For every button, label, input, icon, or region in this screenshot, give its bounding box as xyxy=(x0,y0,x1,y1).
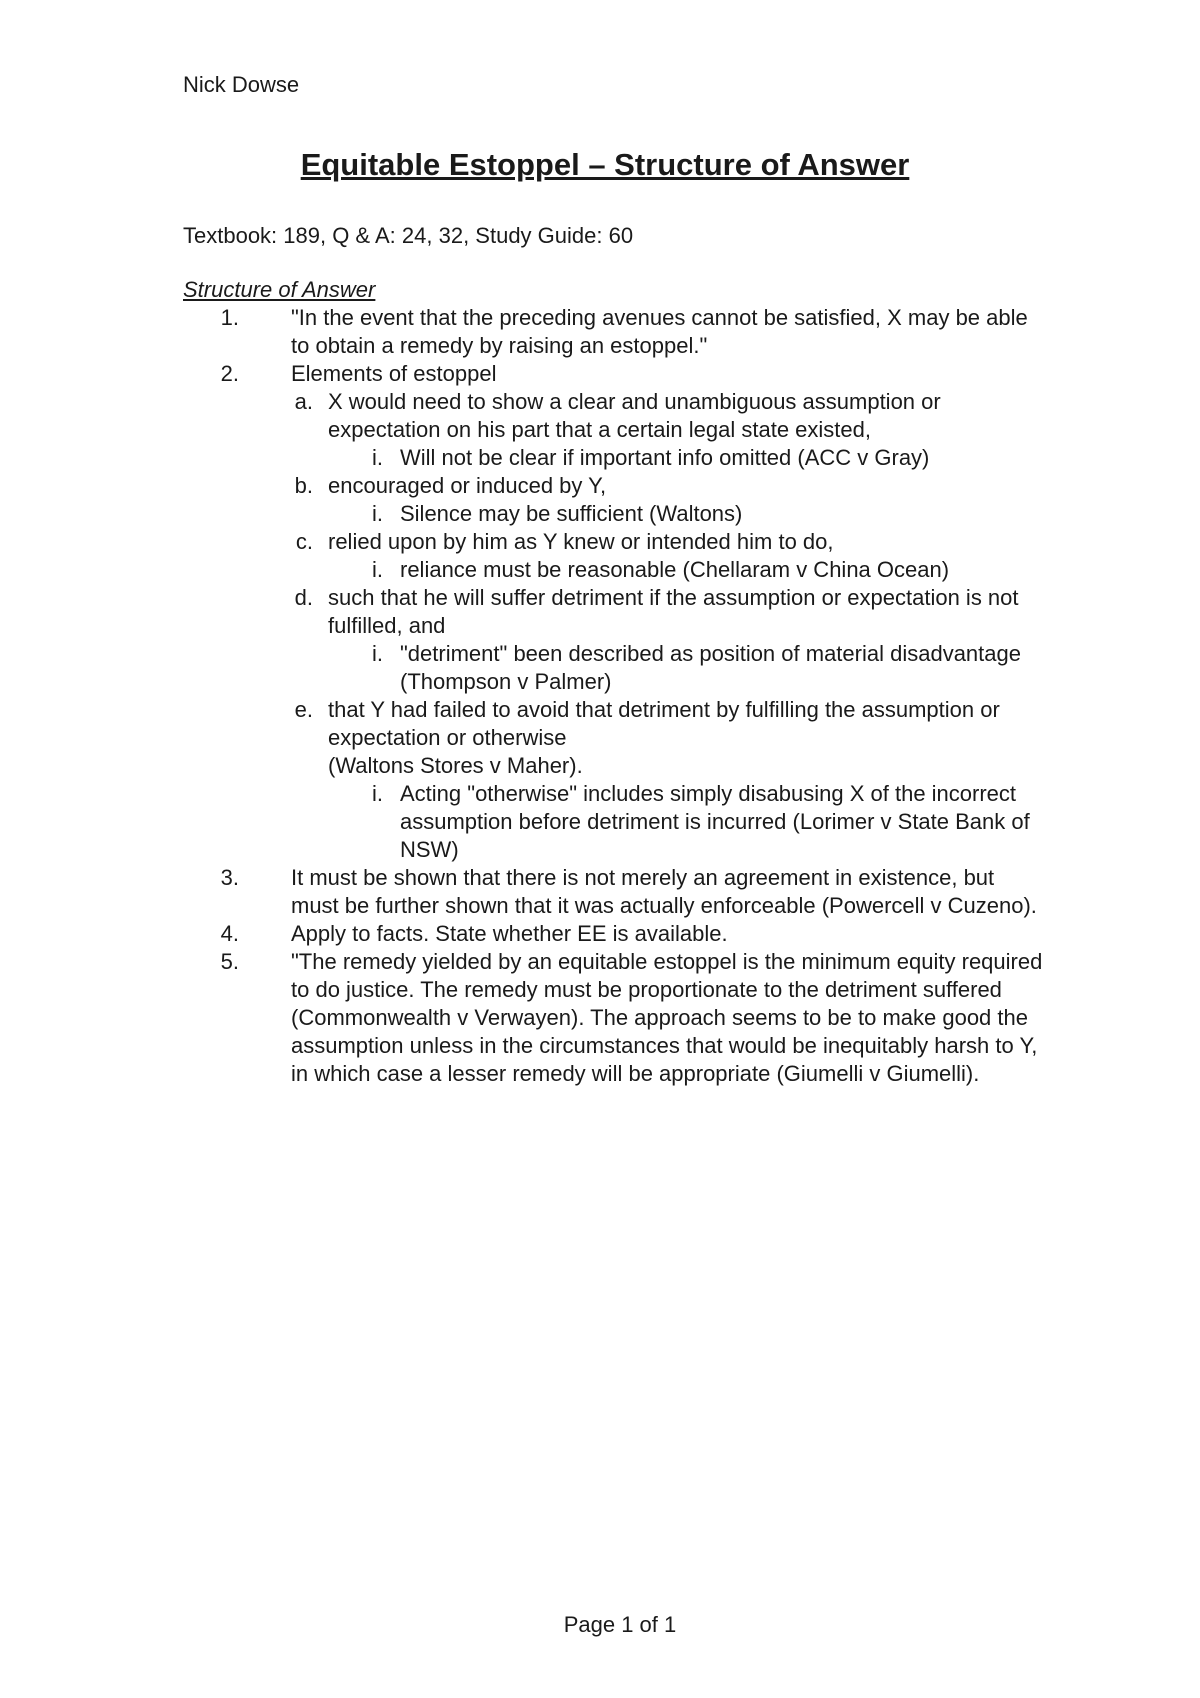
list-text: "The remedy yielded by an equitable estoppel is the minimum equity required to do justice. The remedy must be proportionate to the detriment suffered (Commonwealth v Verwayen). The approach seems to be to make good the assumption unless in the circumstances that would be inequitably harsh to Y, in which case a lesser remedy will be appropriate (Giumelli v Giumelli). xyxy=(291,949,1043,1086)
list-text: that Y had failed to avoid that detriment by fulfilling the assumption or expectation or otherwise xyxy=(328,697,1000,750)
list-text: encouraged or induced by Y, xyxy=(328,473,607,498)
list-roman: i. xyxy=(372,445,383,470)
list-text: Apply to facts. State whether EE is available. xyxy=(291,921,728,946)
list-item-2b xyxy=(291,472,1043,500)
list-item-1 xyxy=(183,304,1043,360)
list-item-2a xyxy=(291,388,1043,444)
list-item-2e-i xyxy=(363,780,1043,864)
list-number: 5. xyxy=(220,949,239,974)
list-text: Elements of estoppel xyxy=(291,361,497,386)
list-item-2c xyxy=(291,528,1043,556)
page-footer: Page 1 of 1 xyxy=(563,1612,677,1637)
list-letter: d. xyxy=(294,585,313,610)
list-text: "detriment" been described as position of material disadvantage (Thompson v Palmer) xyxy=(400,641,1021,694)
answer-structure xyxy=(183,276,1043,1088)
list-number: 2. xyxy=(220,361,239,386)
list-letter: e. xyxy=(294,697,313,722)
list-item-2c-i xyxy=(363,556,1043,584)
section-heading: Structure of Answer xyxy=(183,277,376,302)
header-author: Nick Dowse xyxy=(183,72,300,97)
list-letter: a. xyxy=(294,389,313,414)
list-item-5 xyxy=(183,948,1043,1088)
list-continuation: (Waltons Stores v Maher). xyxy=(328,753,583,778)
list-number: 4. xyxy=(220,921,239,946)
list-text: X would need to show a clear and unambiguous assumption or expectation on his part that a certain legal state existed, xyxy=(328,389,941,442)
list-item-2 xyxy=(183,360,1043,388)
list-item-2e xyxy=(291,696,1043,752)
list-text: reliance must be reasonable (Chellaram v China Ocean) xyxy=(400,557,950,582)
list-text: "In the event that the preceding avenues cannot be satisfied, X may be able to obtain a remedy by raising an estoppel." xyxy=(291,305,1028,358)
list-item-2d xyxy=(291,584,1043,640)
list-text: such that he will suffer detriment if the assumption or expectation is not fulfilled, and xyxy=(328,585,1019,638)
list-item-2b-i xyxy=(363,500,1043,528)
list-number: 1. xyxy=(220,305,239,330)
list-item-3 xyxy=(183,864,1043,920)
list-roman: i. xyxy=(372,557,383,582)
list-item-2d-i xyxy=(363,640,1043,696)
list-letter: c. xyxy=(295,529,313,554)
list-number: 3. xyxy=(220,865,239,890)
list-letter: b. xyxy=(294,473,313,498)
document-title: Equitable Estoppel – Structure of Answer xyxy=(300,147,910,182)
references-line: Textbook: 189, Q & A: 24, 32, Study Guide: 60 xyxy=(183,223,634,248)
list-roman: i. xyxy=(372,641,383,666)
list-text: Acting "otherwise" includes simply disabusing X of the incorrect assumption before detriment is incurred (Lorimer v State Bank of NSW) xyxy=(400,781,1030,862)
list-text: Will not be clear if important info omitted (ACC v Gray) xyxy=(400,445,930,470)
list-text: relied upon by him as Y knew or intended him to do, xyxy=(328,529,834,554)
list-roman: i. xyxy=(372,781,383,806)
list-item-4 xyxy=(183,920,1043,948)
list-text: It must be shown that there is not merely an agreement in existence, but must be further shown that it was actually enforceable (Powercell v Cuzeno). xyxy=(291,865,1037,918)
list-roman: i. xyxy=(372,501,383,526)
list-item-2a-i xyxy=(363,444,1043,472)
list-text: Silence may be sufficient (Waltons) xyxy=(400,501,743,526)
